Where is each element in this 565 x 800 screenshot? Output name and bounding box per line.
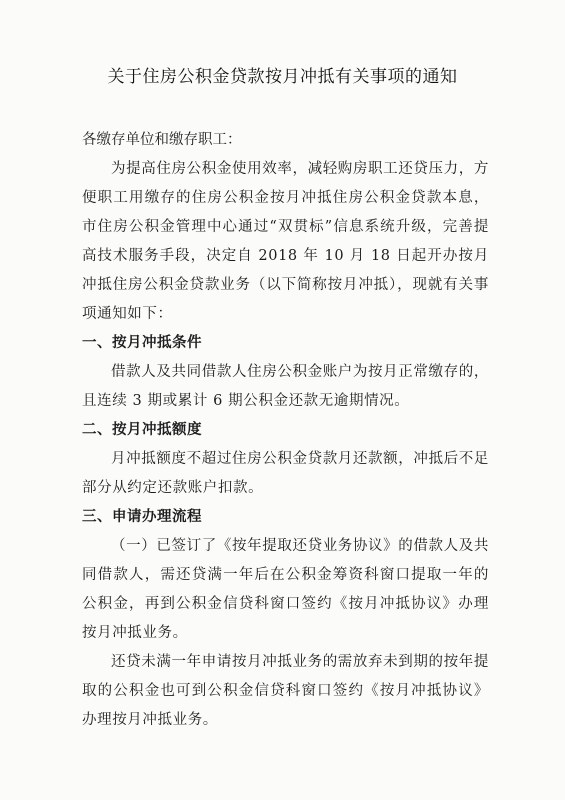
- intro-paragraph: 为提高住房公积金使用效率，减轻购房职工还贷压力，方便职工用缴存的住房公积金按月冲抵住房公积金贷款本息，市住房公积金管理中心通过“双贯标”信息系统升级，完善提高技术服务手段，决定自 2018 年 10 月 18 日起开办按月冲抵住房公积金贷款业务（以下简称按月冲抵），现就有关事项通知如下：: [82, 161, 489, 322]
- section-paragraph-amount: 月冲抵额度不超过住房公积金贷款月还款额，冲抵后不足部分从约定还款账户扣款。: [82, 451, 489, 496]
- section-heading-amount: 二、按月冲抵额度: [82, 422, 202, 438]
- document-body: [82, 126, 489, 735]
- section-paragraph-process-2: 还贷未满一年申请按月冲抵业务的需放弃未到期的按年提取的公积金也可到公积金信贷科窗口签约《按月冲抵协议》办理按月冲抵业务。: [82, 654, 489, 728]
- document-title: 关于住房公积金贷款按月冲抵有关事项的通知: [107, 67, 458, 87]
- section-heading-process: 三、申请办理流程: [82, 509, 202, 525]
- section-paragraph-conditions: 借款人及共同借款人住房公积金账户为按月正常缴存的，且连续 3 期或累计 6 期公积金还款无逾期情况。: [82, 364, 489, 409]
- section-paragraph-process-1: （一）已签订了《按年提取还贷业务协议》的借款人及共同借款人，需还贷满一年后在公积金筹资科窗口提取一年的公积金，再到公积金信贷科窗口签约《按月冲抵协议》办理按月冲抵业务。: [82, 538, 489, 641]
- salutation: 各缴存单位和缴存职工：: [82, 132, 242, 148]
- section-heading-conditions: 一、按月冲抵条件: [82, 335, 202, 351]
